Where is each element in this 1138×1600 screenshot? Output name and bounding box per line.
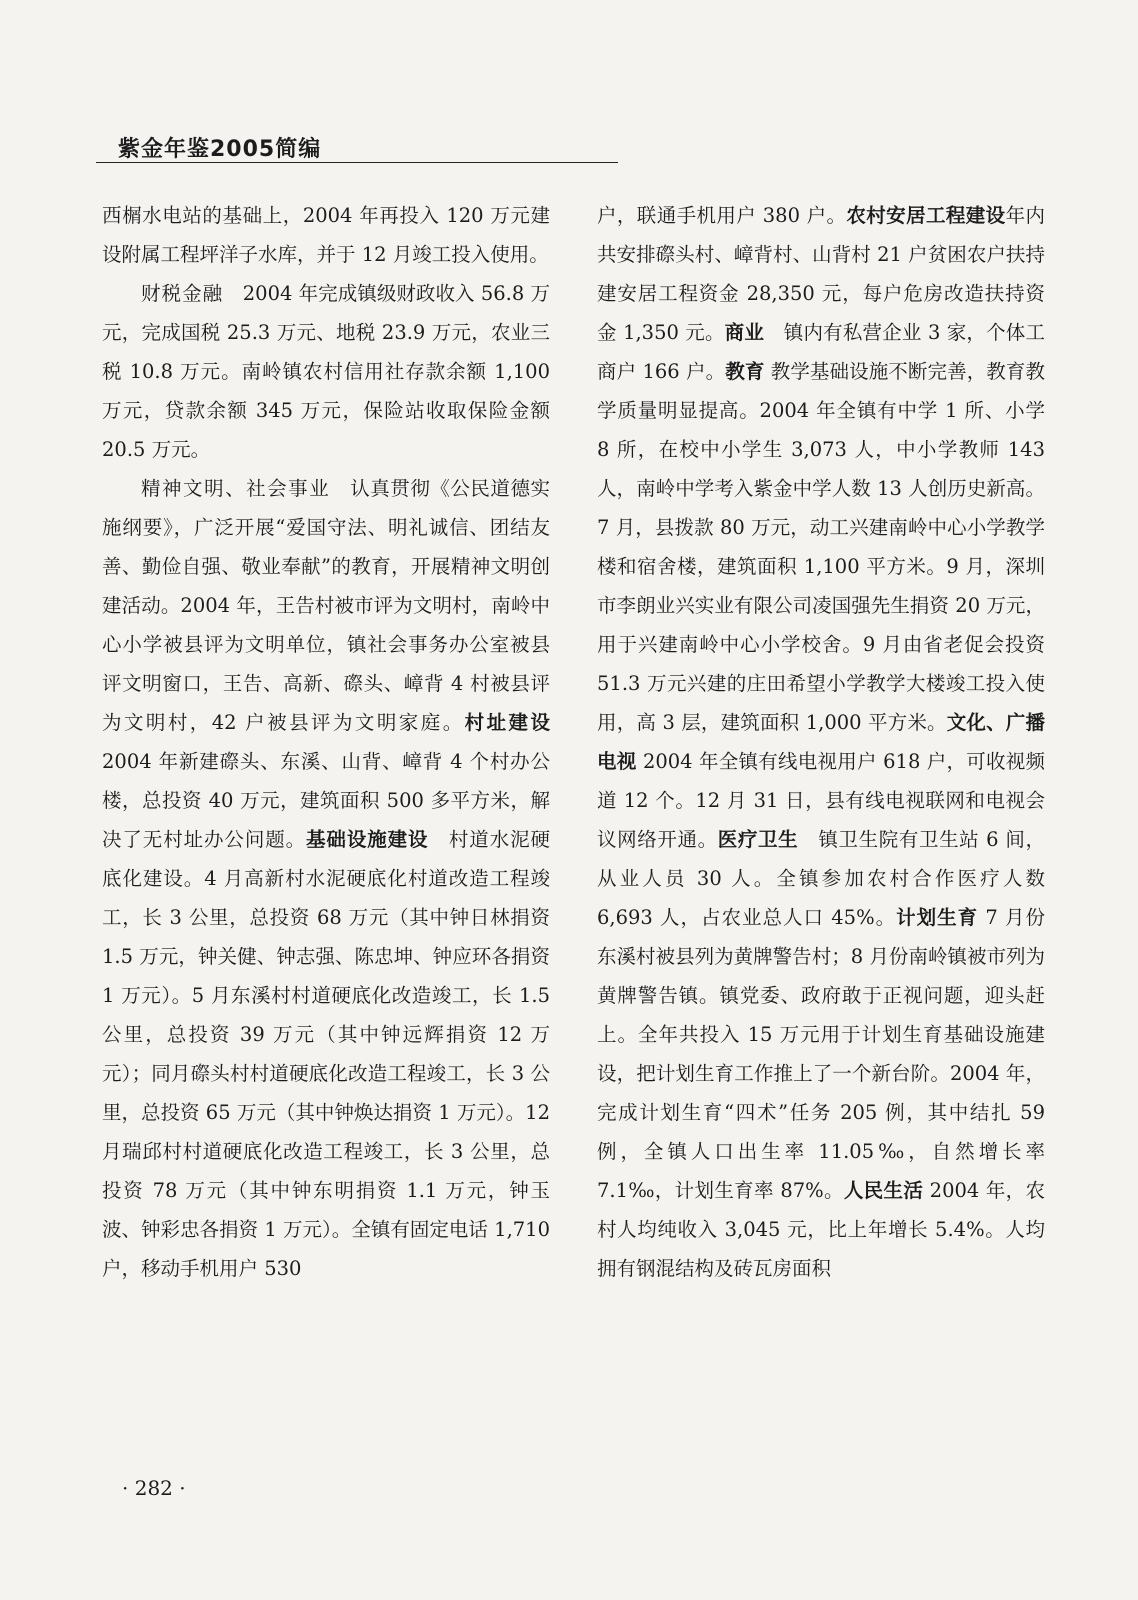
run-in-heading: 计划生育 <box>896 906 979 929</box>
run-in-heading: 商业 <box>724 321 765 344</box>
section-heading: 精神文明、社会事业 <box>141 477 331 500</box>
page-number: · 282 · <box>122 1476 186 1500</box>
right-column <box>597 196 1045 1288</box>
run-in-heading: 村址建设 <box>464 711 550 734</box>
paragraph-text: 教学基础设施不断完善，教育教学质量明显提高。2004 年全镇有中学 1 所、小学 8 所，在校中小学生 3,073 人，中小学教师 143 人，南岭中学考入紫金中学人数 13 人创历史新高。7 月，县拨款 80 万元，动工兴建南岭中心小学教学楼和宿舍楼，建筑面积 1,100 平方米。9 月，深圳市李朗业兴实业有限公司凌国强先生捐资 20 万元，用于兴建南岭中心小学校舍。9 月由省老促会投资 51.3 万元兴建的庄田希望小学教学大楼竣工投入使用，高 3 层，建筑面积 1,000 平方米。 <box>597 360 1045 734</box>
run-in-heading: 农村安居工程建设 <box>846 204 1006 227</box>
paragraph-text: 2004 年新建磜头、东溪、山背、嶂背 4 个村办公楼，总投资 40 万元，建筑面积 500 多平方米，解决了无村址办公问题。 <box>102 750 550 851</box>
paragraph-text: 2004 年完成镇级财政收入 56.8 万元，完成国税 25.3 万元、地税 23.9 万元，农业三税 10.8 万元。南岭镇农村信用社存款余额 1,100 万元，贷款余额 345 万元，保险站收取保险金额 20.5 万元。 <box>102 282 550 461</box>
paragraph-text: 村道水泥硬底化建设。4 月高新村水泥硬底化村道改造工程竣工，长 3 公里，总投资 68 万元（其中钟日林捐资 1.5 万元，钟关健、钟志强、陈忠坤、钟应环各捐资 1 万元）。5 月东溪村村道硬底化改造竣工，长 1.5 公里，总投资 39 万元（其中钟远辉捐资 12 万元）；同月磜头村村道硬底化改造工程竣工，长 3 公里，总投资 65 万元（其中钟焕达捐资 1 万元）。12 月瑞邱村村道硬底化改造工程竣工，长 3 公里，总投资 78 万元（其中钟东明捐资 1.1 万元，钟玉波、钟彩忠各捐资 1 万元）。全镇有固定电话 1,710 户，移动手机用户 530 <box>102 828 550 1280</box>
paragraph <box>597 196 1045 1288</box>
left-column <box>102 196 550 1288</box>
run-in-heading: 文化、广播电视 <box>597 711 1045 773</box>
paragraph-text: 认真贯彻《公民道德实施纲要》，广泛开展“爱国守法、明礼诚信、团结友善、勤俭自强、敬业奉献”的教育，开展精神文明创建活动。2004 年，王告村被市评为文明村，南岭中心小学被县评为文明单位，镇社会事务办公室被县评文明窗口，王告、高新、磜头、嶂背 4 村被县评为文明村，42 户被县评为文明家庭。 <box>102 477 550 734</box>
run-in-heading: 医疗卫生 <box>717 828 799 851</box>
paragraph-text: 镇内有私营企业 3 家，个体工商户 166 户。 <box>597 321 1045 383</box>
paragraph-text: 镇卫生院有卫生站 6 间，从业人员 30 人。全镇参加农村合作医疗人数 6,693 人，占农业总人口 45%。 <box>597 828 1045 929</box>
header-rule <box>96 162 618 163</box>
paragraph <box>102 196 550 274</box>
section-heading: 财税金融 <box>141 282 224 305</box>
run-in-heading: 教育 <box>725 360 765 383</box>
paragraph-text: 2004 年，农村人均纯收入 3,045 元，比上年增长 5.4%。人均拥有钢混结构及砖瓦房面积 <box>597 1179 1045 1280</box>
paragraph-text: 西榍水电站的基础上，2004 年再投入 120 万元建设附属工程坪洋子水库，并于 12 月竣工投入使用。 <box>102 204 550 266</box>
run-in-heading: 人民生活 <box>843 1179 924 1202</box>
paragraph-text: 7 月份东溪村被县列为黄牌警告村；8 月份南岭镇被市列为黄牌警告镇。镇党委、政府敢于正视问题，迎头赶上。全年共投入 15 万元用于计划生育基础设施建设，把计划生育工作推上了一个新台阶。2004 年，完成计划生育“四术”任务 205 例，其中结扎 59 例，全镇人口出生率 11.05‰，自然增长率 7.1‰，计划生育率 87%。 <box>597 906 1045 1202</box>
paragraph <box>102 469 550 1288</box>
paragraph-text: 户，联通手机用户 380 户。 <box>597 204 847 227</box>
paragraph-text: 2004 年全镇有线电视用户 618 户，可收视频道 12 个。12 月 31 日，县有线电视联网和电视会议网络开通。 <box>597 750 1045 851</box>
run-in-heading: 基础设施建设 <box>306 828 429 851</box>
running-header-title: 紫金年鉴2005简编 <box>118 137 322 162</box>
paragraph <box>102 274 550 469</box>
paragraph-text: 年内共安排磜头村、嶂背村、山背村 21 户贫困农户扶持建安居工程资金 28,350 元，每户危房改造扶持资金 1,350 元。 <box>597 204 1045 344</box>
